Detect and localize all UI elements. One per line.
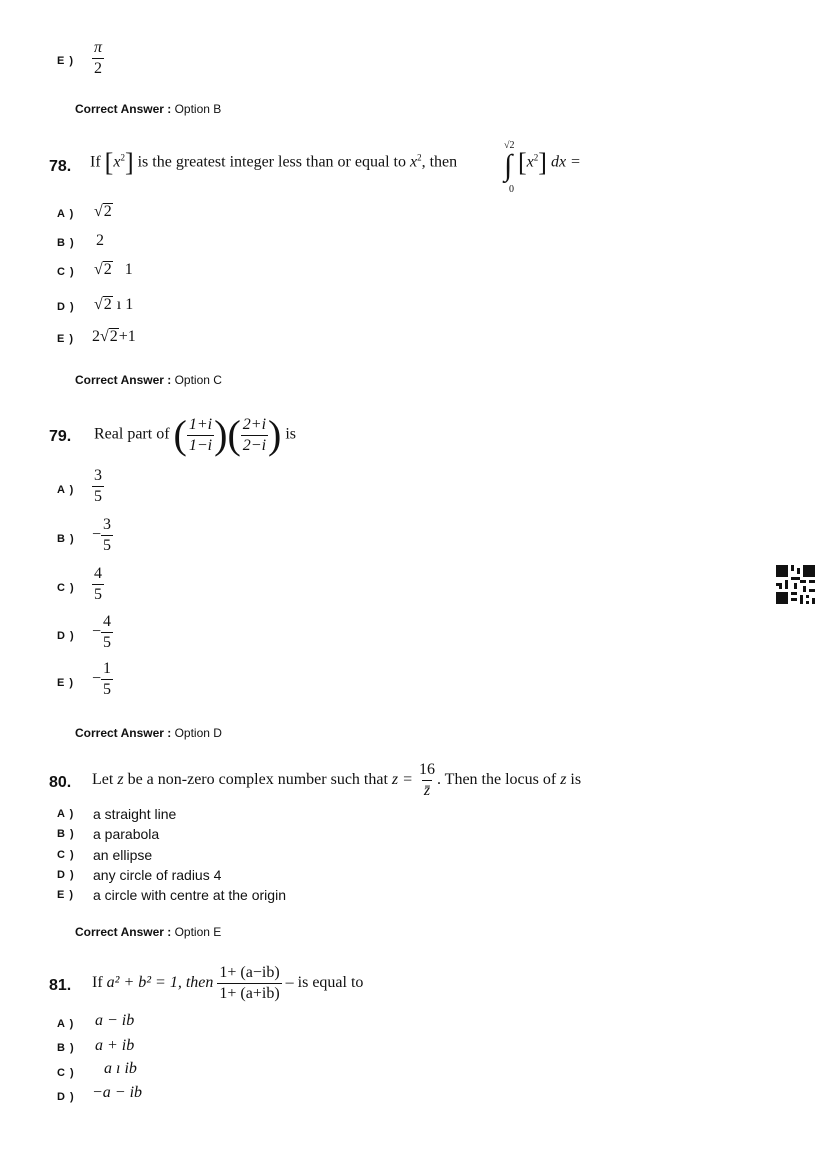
q80-option-d-value: any circle of radius 4	[93, 867, 222, 883]
q79-option-a-label: A )	[57, 484, 75, 496]
q79-option-d-label: D )	[57, 630, 75, 642]
q79-option-c-value: $\frac{4}{5}$	[94, 565, 102, 603]
q77-correct-answer: Correct Answer : Option B	[75, 102, 222, 116]
q79-option-e-value: − $\frac{1}{5}$	[92, 660, 112, 698]
q79-option-b-value: − $\frac{3}{5}$	[92, 516, 112, 554]
q78-option-a-value: √ 2	[94, 203, 112, 221]
q78-integrand: $[x^2]$ dx =	[518, 148, 581, 177]
q80-option-b-value: a parabola	[93, 826, 160, 842]
q79-option-d-value: − $\frac{4}{5}$	[92, 613, 112, 651]
q78-option-e-label: E )	[57, 333, 75, 345]
q80-option-e-value: a circle with centre at the origin	[93, 887, 286, 903]
q78-correct-answer: Correct Answer : Option C	[75, 373, 222, 387]
q77-option-e-value: $\frac{\pi}{2}$	[94, 39, 103, 77]
q79-stem: Real part of ( $\frac{1+i}{1-i}$ )( $\frac{2+i}{2-i}$ ) is	[94, 412, 297, 457]
q79-option-a-value: $\frac{3}{5}$	[94, 467, 102, 505]
q81-option-d-label: D )	[57, 1091, 75, 1103]
q77-option-e-label: E )	[57, 55, 75, 67]
q79-correct-answer: Correct Answer : Option D	[75, 726, 222, 740]
q78-option-b-value: 2	[96, 232, 104, 249]
q81-option-b-value: a + ib	[95, 1037, 135, 1054]
q81-option-c-value: a ı ib	[104, 1060, 137, 1077]
q79-option-e-label: E )	[57, 677, 75, 689]
q81-option-d-value: −a − ib	[92, 1084, 143, 1101]
q80-stem: Let z be a non-zero complex number such that z = $\frac{16}{z̄}$ . Then the locus of z is	[92, 761, 582, 799]
q80-option-b-label: B )	[57, 828, 75, 840]
q78-integral-upper: √2	[504, 140, 515, 151]
q78-option-d-value: √ 2 ı 1	[94, 296, 134, 314]
q80-number: 80.	[49, 774, 72, 791]
qr-code-icon	[776, 565, 815, 604]
q81-option-b-label: B )	[57, 1042, 75, 1054]
integral-icon: ∫	[504, 149, 513, 182]
q78-option-c-value: √ 2 1	[94, 261, 133, 279]
q78-integral-lower: 0	[509, 184, 514, 195]
q79-number: 79.	[49, 428, 72, 445]
q78-number: 78.	[49, 158, 72, 175]
q81-number: 81.	[49, 977, 72, 994]
q78-option-e-value: 2 √ 2 +1	[92, 328, 136, 346]
q80-option-e-label: E )	[57, 889, 75, 901]
q81-option-c-label: C )	[57, 1067, 75, 1079]
q80-option-a-value: a straight line	[93, 806, 177, 822]
q81-option-a-label: A )	[57, 1018, 75, 1030]
q80-option-d-label: D )	[57, 869, 75, 881]
q78-option-a-label: A )	[57, 208, 75, 220]
q81-option-a-value: a − ib	[95, 1012, 135, 1029]
q80-correct-answer: Correct Answer : Option E	[75, 925, 222, 939]
q80-option-c-value: an ellipse	[93, 847, 153, 863]
q81-stem: If a² + b² = 1, then $\frac{1+ (a-ib)}{1+ (a+ib)}$ – is equal to	[92, 964, 364, 1002]
q78-option-d-label: D )	[57, 301, 75, 313]
q78-stem: If $[x^2]$ is the greatest integer less than or equal to $x^2$, then	[90, 148, 458, 177]
q80-option-a-label: A )	[57, 808, 75, 820]
q80-option-c-label: C )	[57, 849, 75, 861]
q79-option-b-label: B )	[57, 533, 75, 545]
q78-option-c-label: C )	[57, 266, 75, 278]
q79-option-c-label: C )	[57, 582, 75, 594]
q78-option-b-label: B )	[57, 237, 75, 249]
